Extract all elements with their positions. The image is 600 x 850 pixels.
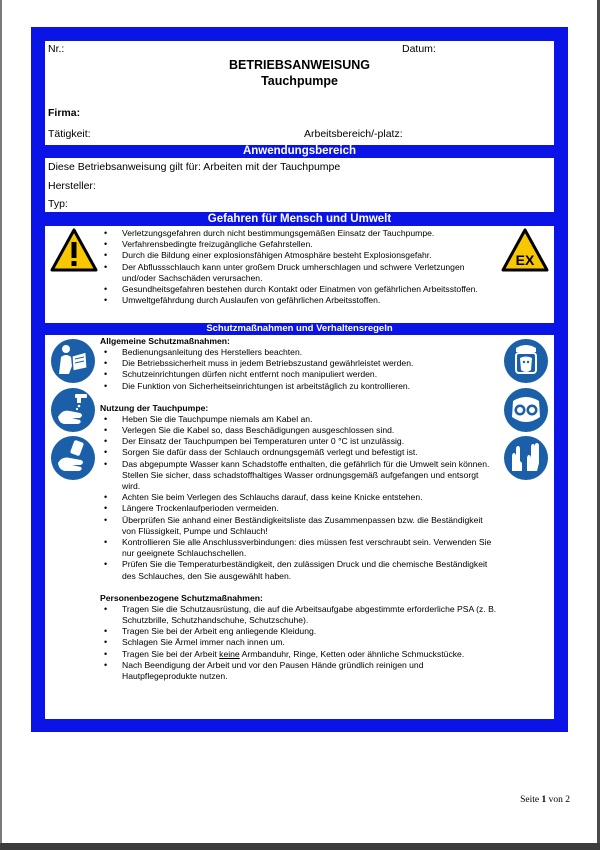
list-item: • Die Funktion von Sicherheitseinrichtungen ist arbeitstäglich zu kontrollieren.	[100, 381, 498, 392]
list-item: • Gesundheitsgefahren bestehen durch Kontakt oder Einatmen von gefährlichen Arbeitsstoffen.	[100, 284, 500, 295]
explosion-hazard-icon	[501, 228, 549, 272]
list-item: • Verletzungsgefahren durch nicht bestimmungsgemäßen Einsatz der Tauchpumpe.	[100, 228, 500, 239]
gilt-fuer-text: Diese Betriebsanweisung gilt für: Arbeiten mit der Tauchpumpe	[48, 161, 341, 173]
instruction-frame	[31, 27, 568, 732]
list-item: • Schlagen Sie Ärmel immer nach innen um.	[100, 637, 498, 648]
page-edge-bottom	[0, 843, 600, 850]
taetigkeit-label: Tätigkeit:	[48, 128, 91, 140]
list-item: • Durch die Bildung einer explosionsfähigen Atmosphäre besteht Explosionsgefahr.	[100, 250, 500, 261]
typ-label: Typ:	[48, 198, 68, 210]
page-total: 2	[565, 795, 570, 805]
list-item: • Die Betriebssicherheit muss in jedem Betriebszustand gewährleistet werden.	[100, 358, 498, 369]
list-item: • Tragen Sie bei der Arbeit eng anliegende Kleidung.	[100, 626, 498, 637]
list-item	[100, 649, 498, 660]
allgemein-list	[100, 347, 498, 392]
ex-label: EX	[515, 252, 535, 268]
list-item: • Der Einsatz der Tauchpumpen bei Temperaturen unter 0 °C ist unzulässig.	[100, 436, 498, 447]
list-item: • Der Abflussschlauch kann unter großem Druck umherschlagen und schwere Verletzungen und/oder Sachschäden verursachen.	[100, 262, 500, 284]
gefahren-list	[100, 228, 500, 306]
nr-label: Nr.:	[48, 43, 65, 55]
hand-cream-icon	[50, 435, 96, 481]
anwendungsbereich-box	[45, 158, 554, 212]
seite-label: Seite	[520, 795, 540, 805]
read-manual-icon	[50, 338, 96, 384]
list-item: • Längere Trockenlaufperioden vermeiden.	[100, 503, 498, 514]
arbeitsbereich-label: Arbeitsbereich/-platz:	[304, 128, 403, 140]
list-item: • Tragen Sie die Schutzausrüstung, die auf die Arbeitsaufgabe abgestimmte erforderliche PSA (z. B. Schutzbrille, Schutzhandschuhe, Schutzschuhe).	[100, 604, 498, 626]
list-item: • Verlegen Sie die Kabel so, dass Beschädigungen ausgeschlossen sind.	[100, 425, 498, 436]
page-footer	[520, 795, 570, 805]
protective-gloves-icon	[503, 435, 549, 481]
list-item: • Umweltgefährdung durch Auslaufen von gefährlichen Arbeitsstoffen.	[100, 295, 500, 306]
schutz-box	[45, 335, 554, 719]
allgemein-title: Allgemeine Schutzmaßnahmen:	[100, 336, 230, 346]
list-item: • Überprüfen Sie anhand einer Beständigkeitsliste das Zusammenpassen bzw. die Beständigkeit von Flüssigkeit, Pumpe und Schlauch!	[100, 515, 498, 537]
face-shield-icon	[503, 338, 549, 384]
wash-hands-icon	[50, 387, 96, 433]
personen-list	[100, 604, 498, 682]
item-text-pre: Tragen Sie bei der Arbeit	[122, 648, 220, 659]
list-item: • Prüfen Sie die Temperaturbeständigkeit, den zulässigen Druck und die chemische Beständigkeit des Schlauches, den Sie ausgewählt haben.	[100, 559, 498, 581]
page-edge-left	[0, 0, 2, 850]
document-title: BETRIEBSANWEISUNG	[229, 58, 370, 72]
anwendungsbereich-heading: Anwendungsbereich	[242, 145, 357, 157]
document-subtitle: Tauchpumpe	[261, 74, 338, 88]
list-item: • Schutzeinrichtungen dürfen nicht entfernt noch manipuliert werden.	[100, 369, 498, 380]
list-item: • Heben Sie die Tauchpumpe niemals am Kabel an.	[100, 414, 498, 425]
von-label: von	[548, 795, 563, 805]
safety-goggles-icon	[503, 387, 549, 433]
datum-label: Datum:	[402, 43, 436, 55]
list-item: • Kontrollieren Sie alle Anschlussverbindungen: dies müssen fest verschraubt sein. Verwenden Sie nur geeignete Schlauchschellen.	[100, 537, 498, 559]
gefahren-heading: Gefahren für Mensch und Umwelt	[207, 213, 392, 225]
warning-triangle-icon	[50, 228, 98, 272]
list-item: • Das abgepumpte Wasser kann Schadstoffe enthalten, die gefährlich für die Umwelt sein können. Stellen Sie sicher, dass schadstoffhaltiges Wasser ordnungsgemäß aufgefangen und entsorgt wird.	[100, 459, 498, 493]
item-text-underlined: keine	[219, 648, 240, 659]
list-item: • Achten Sie beim Verlegen des Schlauchs darauf, dass keine Knicke entstehen.	[100, 492, 498, 503]
list-item: • Nach Beendigung der Arbeit und vor den Pausen Hände gründlich reinigen und Hautpflegeprodukte nutzen.	[100, 660, 498, 682]
header-box	[45, 41, 554, 145]
personen-title: Personenbezogene Schutzmaßnahmen:	[100, 592, 263, 603]
page-number: 1	[541, 795, 547, 805]
schutz-content	[100, 336, 498, 682]
firma-label: Firma:	[48, 107, 81, 119]
nutzung-list	[100, 414, 498, 582]
gefahren-box	[45, 226, 554, 323]
item-text-post: Armbanduhr, Ringe, Ketten oder ähnliche Schmuckstücke.	[239, 648, 465, 659]
schutz-heading: Schutzmaßnahmen und Verhaltensregeln	[206, 323, 393, 334]
nutzung-title: Nutzung der Tauchpumpe:	[100, 402, 209, 413]
list-item: • Verfahrensbedingte freizugängliche Gefahrstellen.	[100, 239, 500, 250]
list-item: • Bedienungsanleitung des Herstellers beachten.	[100, 347, 498, 358]
hersteller-label: Hersteller:	[48, 180, 96, 192]
list-item: • Sorgen Sie dafür dass der Schlauch ordnungsgemäß verlegt und befestigt ist.	[100, 447, 498, 458]
